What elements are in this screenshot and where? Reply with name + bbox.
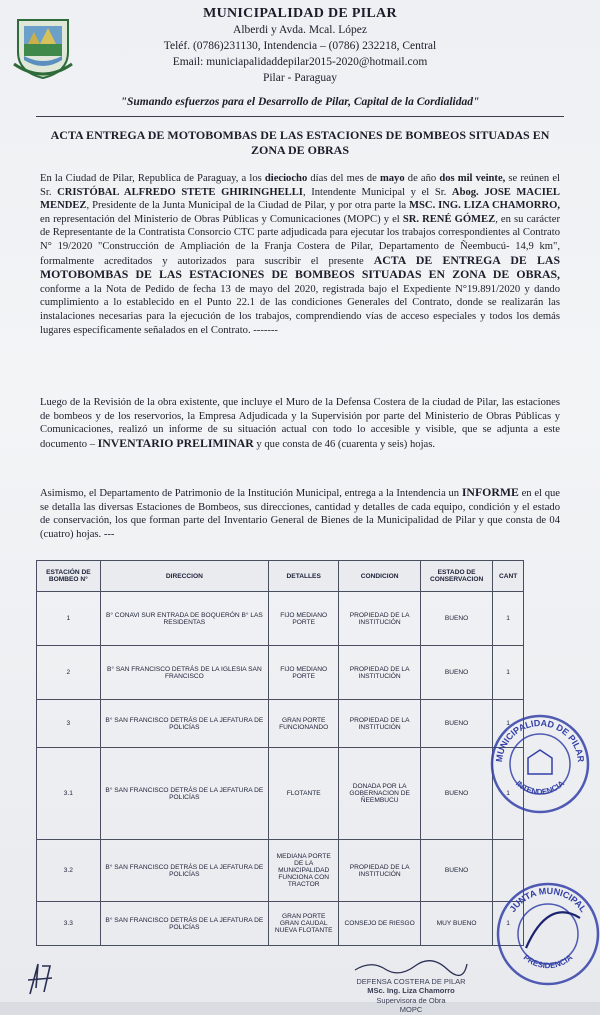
cell-condition: PROPIEDAD DE LA INSTITUCIÓN <box>339 700 421 748</box>
cell-details: MEDIANA PORTE DE LA MUNICIPALIDAD FUNCIONA CON TRACTOR <box>269 840 339 902</box>
cell-details: FLOTANTE <box>269 748 339 840</box>
cell-address: B° SAN FRANCISCO DETRÁS DE LA IGLESIA SAN FRANCISCO <box>100 646 268 700</box>
municipal-stamp <box>488 712 592 816</box>
city-line: Pilar - Paraguay <box>262 72 338 84</box>
cell-state: BUENO <box>420 700 492 748</box>
table-row <box>37 840 524 902</box>
cell-qty: 1 <box>493 592 524 646</box>
cell-station: 3.3 <box>37 902 101 946</box>
cell-qty: 1 <box>493 646 524 700</box>
cell-details: GRAN PORTE FUNCIONANDO <box>269 700 339 748</box>
table-row <box>37 902 524 946</box>
svg-text:JUNTA MUNICIPAL <box>507 886 588 914</box>
header-address: DIRECCION <box>100 561 268 592</box>
signature-line-4: MOPC <box>399 1005 423 1014</box>
paragraph-revision: Luego de la Revisión de la obra existente, que incluye el Muro de la Defensa Costera de la ciudad de Pilar, las estaciones de bombeos y de los reservorios, la Empresa Adjudicada y la Supervisión por parte del Ministerio de Obras Públicas y Comunicaciones, realizó un informe de su situación actual con todo lo accesible y visible, que se adjunta a este documento – INVENTARIO PRELIMINAR y que consta de 46 (cuarenta y seis) hojas. <box>40 397 560 450</box>
junta-stamp <box>496 878 600 990</box>
paragraph-report: Asimismo, el Departamento de Patrimonio de la Institución Municipal, entrega a la Intendencia un INFORME en el que se detalla las diversas Estaciones de Bombeos, sus direcciones, cantidad y detalles de cada equipo, condición y el estado de conservación, los que forman parte del Inventario General de Bienes de la Municipalidad de Pilar y que consta de 04 (cuatro) hojas. --- <box>40 485 560 540</box>
header-details: DETALLES <box>269 561 339 592</box>
stamp2-top-text: JUNTA MUNICIPAL <box>507 885 589 914</box>
table-row <box>37 592 524 646</box>
stamp2-bottom-text: PRESIDENCIA <box>521 952 575 971</box>
municipality-name: MUNICIPALIDAD DE PILAR <box>203 6 397 21</box>
signature-line-3: Supervisora de Obra <box>376 995 446 1005</box>
cell-station: 3.2 <box>37 840 101 902</box>
paragraph-intro: En la Ciudad de Pilar, Republica de Paraguay, a los dieciocho días del mes de mayo de año dos mil veinte, se reúnen el Sr. CRISTÓBAL ALFREDO STETE GHIRINGHELLI, Intendente Municipal y el Sr. Abog. JOSE MACIEL MENDEZ, Presidente de la Junta Municipal de la Ciudad de Pilar, y por otra parte la MSC. ING. LIZA CHAMORRO, en representación del Ministerio de Obras Públicas y Comunicaciones (MOPC) y el SR. RENÉ GÓMEZ, en su carácter de Representante de la Contratista Consorcio CTC parte adjudicada para ejecutar los trabajos correspondientes al Contrato N° 19/2020 "Construcción de Ampliación de la Franja Costera de Pilar, Departamento de Ñeembucú- 14,9 km", formalmente acreditados y autorizados para suscribir el presente ACTA DE ENTREGA DE LAS MOTOBOMBAS DE LAS ESTACIONES DE BOMBEOS SITUADAS EN ZONA DE OBRAS, conforme a la Nota de Pedido de fecha 13 de mayo del 2020, registrada bajo el Expediente N°19.891/2020 y dando cumplimiento a lo establecido en el Punto 22.1 de las condiciones Generales del Contrato, donde se realizarán las instalaciones necesarias para la ejecución de los trabajos, comprendiendo vías de acceso especiales y todos los demás lugares específicamente señalados en el Contrato. ------- <box>40 173 560 336</box>
cell-state: BUENO <box>420 646 492 700</box>
cell-details: FIJO MEDIANO PORTE <box>269 646 339 700</box>
letterhead <box>0 0 600 100</box>
table-row <box>37 700 524 748</box>
initials-signature <box>24 958 64 998</box>
slogan: "Sumando esfuerzos para el Desarrollo de Pilar, Capital de la Cordialidad" <box>120 96 480 108</box>
document-title: ACTA ENTREGA DE MOTOBOMBAS DE LAS ESTACIONES DE BOMBEOS SITUADAS EN ZONA DE OBRAS <box>50 128 550 157</box>
pump-stations-table <box>36 560 524 946</box>
cell-state: BUENO <box>420 748 492 840</box>
svg-text:INTENDENCIA <box>514 779 566 797</box>
cell-condition: PROPIEDAD DE LA INSTITUCIÓN <box>339 646 421 700</box>
cell-condition: CONSEJO DE RIESGO <box>339 902 421 946</box>
cell-state: MUY BUENO <box>420 902 492 946</box>
cell-state: BUENO <box>420 840 492 902</box>
signature-line-1: DEFENSA COSTERA DE PILAR <box>356 976 466 986</box>
svg-text:PRESIDENCIA <box>522 953 575 971</box>
signature-line-2: MSc. Ing. Liza Chamorro <box>367 986 455 995</box>
table-row <box>37 748 524 840</box>
cell-address: B° SAN FRANCISCO DETRÁS DE LA JEFATURA DE POLICÍAS <box>100 840 268 902</box>
cell-condition: DONADA POR LA GOBERNACION DE ÑEEMBUCU <box>339 748 421 840</box>
cell-address: B° CONAVI SUR ENTRADA DE BOQUERÓN B° LAS RESIDENTAS <box>100 592 268 646</box>
cell-station: 3.1 <box>37 748 101 840</box>
header-state: ESTADO DE CONSERVACION <box>420 561 492 592</box>
cell-details: FIJO MEDIANO PORTE <box>269 592 339 646</box>
cell-station: 1 <box>37 592 101 646</box>
header-divider <box>36 116 564 117</box>
cell-address: B° SAN FRANCISCO DETRÁS DE LA JEFATURA DE POLICÍAS <box>100 700 268 748</box>
header-condition: CONDICION <box>339 561 421 592</box>
stamp1-bottom-text: INTENDENCIA <box>513 778 567 797</box>
cell-state: BUENO <box>420 592 492 646</box>
cell-address: B° SAN FRANCISCO DETRÁS DE LA JEFATURA DE POLICÍAS <box>100 902 268 946</box>
cell-address: B° SAN FRANCISCO DETRÁS DE LA JEFATURA DE POLICÍAS <box>100 748 268 840</box>
header-qty: CANT <box>493 561 524 592</box>
svg-text:MUNICIPALIDAD DE PILAR <box>494 718 586 763</box>
cell-station: 2 <box>37 646 101 700</box>
cell-condition: PROPIEDAD DE LA INSTITUCIÓN <box>339 840 421 902</box>
cell-details: GRAN PORTE GRAN CAUDAL NUEVA FLOTANTE <box>269 902 339 946</box>
header-station: ESTACIÓN DE BOMBEO N° <box>37 561 101 592</box>
municipal-crest-logo <box>10 14 76 80</box>
email-line: Email: municiapalidaddepilar2015-2020@hotmail.com <box>172 56 428 68</box>
phone-line: Teléf. (0786)231130, Intendencia – (0786) 232218, Central <box>163 40 437 52</box>
cell-condition: PROPIEDAD DE LA INSTITUCIÓN <box>339 592 421 646</box>
cell-station: 3 <box>37 700 101 748</box>
cell-qty: 1 <box>493 700 524 748</box>
supervisor-signature <box>336 960 486 1015</box>
cell-qty: 1 <box>493 902 524 946</box>
table-row <box>37 646 524 700</box>
cell-qty: 1 <box>493 748 524 840</box>
stamp1-top-text: MUNICIPALIDAD DE PILAR <box>493 717 587 763</box>
signature-scribble <box>351 960 471 974</box>
table-header-row <box>37 561 524 592</box>
address-line: Alberdi y Avda. Mcal. López <box>233 24 367 36</box>
